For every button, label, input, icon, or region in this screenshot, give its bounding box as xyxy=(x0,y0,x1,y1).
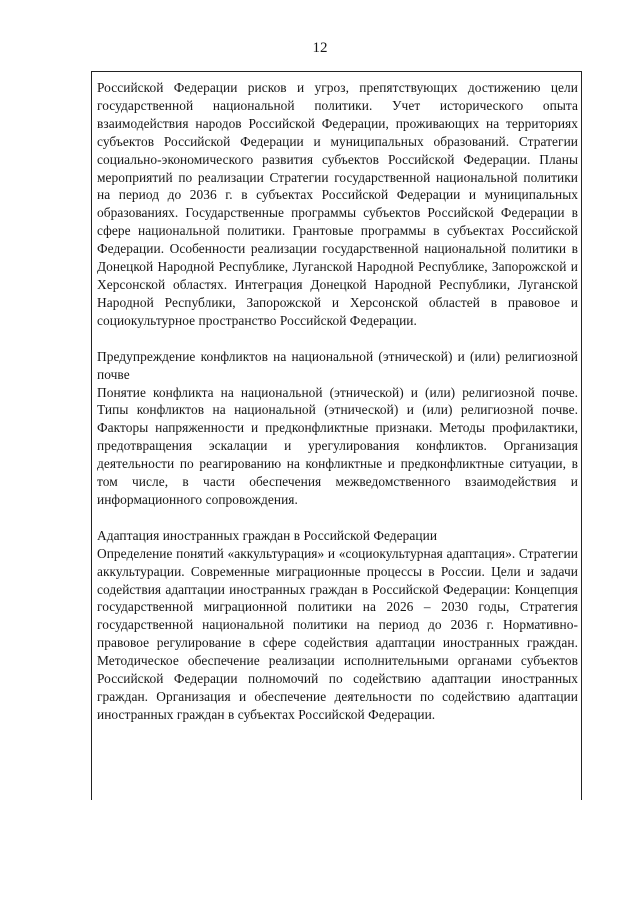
section-title: Адаптация иностранных граждан в Российской Федерации xyxy=(97,527,438,543)
section-body: Российской Федерации рисков и угроз, препятствующих достижению цели государственной национальной политики. Учет исторического опыта взаимодействия народов Российской Федерации, проживающих на территориях субъектов Российской Федерации и муниципальных образований. Стратегии социально-экономического развития субъектов Российской Федерации. Планы мероприятий по реализации Стратегии государственной национальной политики на период до 2036 г. в субъектах Российской Федерации и муниципальных образованиях. Государственные программы субъектов Российской Федерации в сфере национальной политики. Грантовые программы в субъектах Российской Федерации. Особенности реализации государственной национальной политики в Донецкой Народной Республике, Луганской Народной Республике, Запорожской и Херсонской областях. Интеграция Донецкой Народной Республики, Луганской Народной Республики, Запорожской и Херсонской областей в правовое и социокультурное пространство Российской Федерации. xyxy=(97,80,578,328)
table-cell-content xyxy=(91,71,582,800)
section-state-policy-implementation xyxy=(97,79,578,330)
section-body: Понятие конфликта на национальной (этнической) и (или) религиозной почве. Типы конфликтов на национальной (этнической) и (или) религиозной почве. Факторы напряженности и предконфликтные признаки. Методы профилактики, предотвращения эскалации и урегулирования конфликтов. Организация деятельности по реагированию на конфликтные и предконфликтные ситуации, в том числе, в части обеспечения межведомственного взаимодействия и информационного сопровождения. xyxy=(97,384,578,507)
section-body: Определение понятий «аккультурация» и «социокультурная адаптация». Стратегии аккультурации. Современные миграционные процессы в России. Цели и задачи содействия адаптации иностранных граждан в Российской Федерации: Концепция государственной миграционной политики на 2026 – 2030 годы, Стратегия государственной национальной политики на период до 2036 г. Нормативно-правовое регулирование в сфере содействия адаптации иностранных граждан. Методическое обеспечение реализации исполнительными органами субъектов Российской Федерации полномочий по содействию адаптации иностранных граждан. Организация и обеспечение деятельности по содействию адаптации иностранных граждан в субъектах Российской Федерации. xyxy=(97,545,578,722)
section-foreign-citizens-adaptation xyxy=(97,527,578,724)
section-title: Предупреждение конфликтов на национальной (этнической) и (или) религиозной почве xyxy=(97,348,578,382)
page-number: 12 xyxy=(312,40,328,56)
section-conflict-prevention xyxy=(97,348,578,509)
